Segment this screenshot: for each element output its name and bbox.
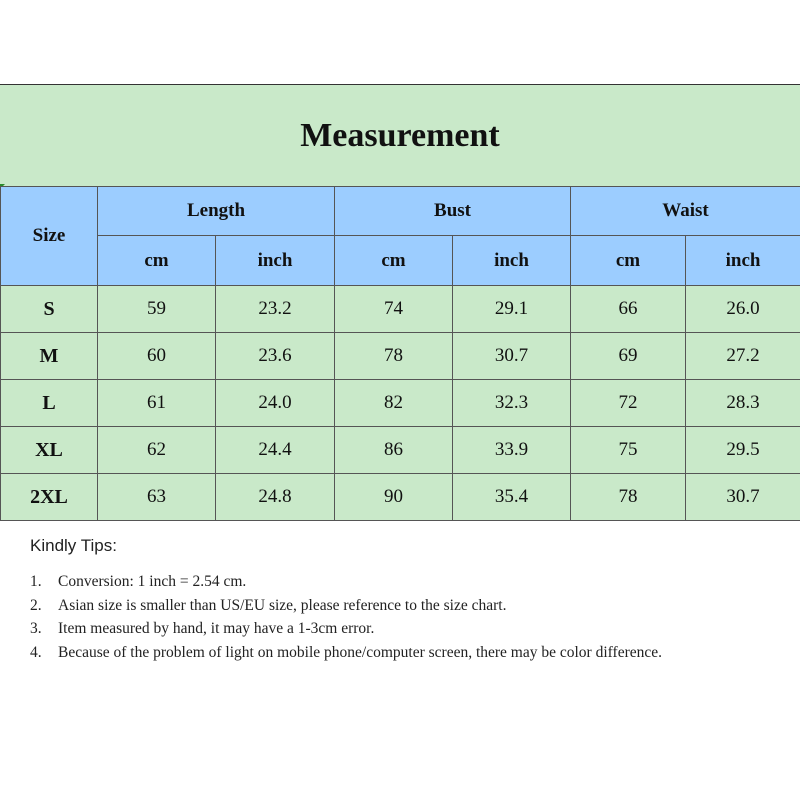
bust-inch-cell: 29.1 (453, 286, 571, 333)
list-item (30, 570, 770, 594)
table-row (1, 474, 800, 521)
size-label: M (1, 333, 98, 380)
list-item (30, 594, 770, 618)
tips-list (30, 570, 770, 664)
waist-group-header: Waist (571, 187, 800, 236)
table-row (1, 333, 800, 380)
waist-cm-header: cm (571, 236, 686, 286)
bust-cm-cell: 78 (335, 333, 453, 380)
page-title: Measurement (300, 116, 500, 154)
list-item (30, 641, 770, 665)
kindly-tips (30, 536, 770, 664)
title-band (0, 84, 800, 186)
length-cm-cell: 62 (98, 427, 216, 474)
bust-inch-cell: 30.7 (453, 333, 571, 380)
waist-cm-cell: 78 (571, 474, 686, 521)
bust-inch-header: inch (453, 236, 571, 286)
waist-inch-cell: 29.5 (686, 427, 800, 474)
waist-cm-cell: 69 (571, 333, 686, 380)
size-table (0, 186, 800, 521)
tip-number: 3. (30, 620, 42, 637)
bust-cm-cell: 74 (335, 286, 453, 333)
length-inch-cell: 23.6 (216, 333, 335, 380)
size-label: 2XL (1, 474, 98, 521)
bust-group-header: Bust (335, 187, 571, 236)
bust-inch-cell: 33.9 (453, 427, 571, 474)
tip-text: Conversion: 1 inch = 2.54 cm. (58, 573, 247, 590)
waist-cm-cell: 66 (571, 286, 686, 333)
size-label: S (1, 286, 98, 333)
waist-inch-cell: 27.2 (686, 333, 800, 380)
length-cm-cell: 61 (98, 380, 216, 427)
length-group-header: Length (98, 187, 335, 236)
table-header-row (1, 187, 800, 236)
size-label: L (1, 380, 98, 427)
bust-cm-cell: 86 (335, 427, 453, 474)
waist-inch-cell: 26.0 (686, 286, 800, 333)
waist-inch-cell: 30.7 (686, 474, 800, 521)
tip-text: Item measured by hand, it may have a 1-3cm error. (58, 620, 375, 637)
tip-number: 4. (30, 643, 42, 661)
table-row (1, 427, 800, 474)
length-cm-cell: 60 (98, 333, 216, 380)
tip-text: Because of the problem of light on mobile phone/computer screen, there may be color difference. (58, 643, 662, 661)
bust-inch-cell: 35.4 (453, 474, 571, 521)
waist-cm-cell: 72 (571, 380, 686, 427)
bust-cm-cell: 82 (335, 380, 453, 427)
length-inch-header: inch (216, 236, 335, 286)
tip-number: 1. (30, 573, 42, 590)
waist-cm-cell: 75 (571, 427, 686, 474)
list-item (30, 617, 770, 641)
waist-inch-cell: 28.3 (686, 380, 800, 427)
size-label: XL (1, 427, 98, 474)
tips-title: Kindly Tips: (30, 536, 117, 555)
size-column-header: Size (1, 187, 98, 286)
bust-inch-cell: 32.3 (453, 380, 571, 427)
length-inch-cell: 24.0 (216, 380, 335, 427)
length-inch-cell: 23.2 (216, 286, 335, 333)
table-row (1, 380, 800, 427)
table-unit-row (1, 236, 800, 286)
length-cm-cell: 63 (98, 474, 216, 521)
tip-text: Asian size is smaller than US/EU size, please reference to the size chart. (58, 596, 507, 614)
length-inch-cell: 24.8 (216, 474, 335, 521)
length-inch-cell: 24.4 (216, 427, 335, 474)
table-row (1, 286, 800, 333)
bust-cm-header: cm (335, 236, 453, 286)
length-cm-cell: 59 (98, 286, 216, 333)
bust-cm-cell: 90 (335, 474, 453, 521)
length-cm-header: cm (98, 236, 216, 286)
waist-inch-header: inch (686, 236, 800, 286)
tip-number: 2. (30, 596, 42, 614)
